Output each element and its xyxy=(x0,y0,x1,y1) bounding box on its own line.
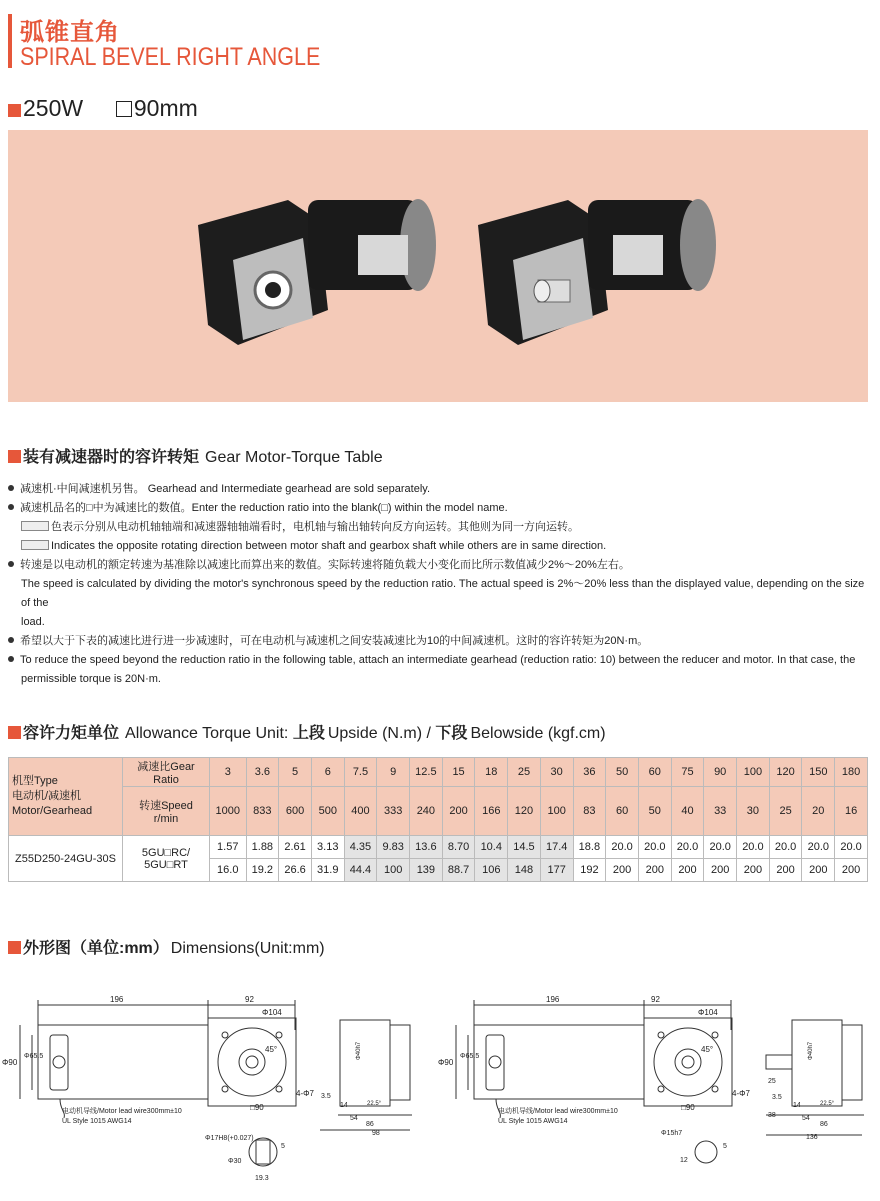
speeds-cell: 600 xyxy=(279,787,312,836)
belowside-cell: 100 xyxy=(377,859,410,882)
ratios-cell: 3 xyxy=(210,758,247,787)
dim-label: 86 xyxy=(366,1121,374,1128)
dim-label: 电动机导线/Motor lead wire300mm±10 xyxy=(62,1108,182,1115)
gear-motor-images xyxy=(8,130,868,402)
belowside-cell: 177 xyxy=(540,859,573,882)
upside-cell: 20.0 xyxy=(769,836,802,859)
note-item: 色表示分别从电动机轴轴端和减速器轴轴端看时，电机轴与输出轴转向反方向运转。其他则为同一方向运转。 xyxy=(8,518,873,537)
ratios-cell: 100 xyxy=(737,758,770,787)
ratios-cell: 30 xyxy=(540,758,573,787)
belowside-cell: 88.7 xyxy=(442,859,475,882)
dim-label: 45° xyxy=(701,1045,714,1054)
ratios-cell: 5 xyxy=(279,758,312,787)
speeds-cell: 25 xyxy=(769,787,802,836)
ratios-cell: 3.6 xyxy=(246,758,279,787)
allowance-section-heading: 容许力矩单位 Allowance Torque Unit: 上段 Upside (N.m) / 下段 Belowside (kgf.cm) xyxy=(8,720,606,743)
spec-frame: 90mm xyxy=(133,95,198,121)
torque-section-heading xyxy=(8,444,383,467)
dim-label: 19.3 xyxy=(255,1175,269,1182)
ratio-label-cell: 减速比Gear Ratio xyxy=(123,758,210,787)
belowside-cell: 106 xyxy=(475,859,508,882)
speeds-cell: 40 xyxy=(671,787,704,836)
ratios-cell: 75 xyxy=(671,758,704,787)
belowside-cell: 31.9 xyxy=(311,859,344,882)
note-item: 减速机品名的□中为减速比的数值。Enter the reduction ratio into the blank(□) within the model name. xyxy=(8,499,873,518)
note-item: The speed is calculated by dividing the motor's synchronous speed by the reduction ratio. The actual speed is 2%～20% less than the displayed value, depending on the size of the xyxy=(21,578,865,609)
ratios-cell: 7.5 xyxy=(344,758,377,787)
table-row-ratio xyxy=(9,758,868,787)
ratios-cell: 6 xyxy=(311,758,344,787)
upside-cell: 17.4 xyxy=(540,836,573,859)
dim-label: 196 xyxy=(546,995,560,1004)
upside-cell: 1.57 xyxy=(210,836,247,859)
dim-label: Φ40h7 xyxy=(356,1041,362,1060)
dim-label: UL Style 1015 AWG14 xyxy=(498,1118,568,1125)
belowside-cell: 148 xyxy=(508,859,541,882)
speeds-cell: 166 xyxy=(475,787,508,836)
dim-label: Φ65.5 xyxy=(460,1053,480,1060)
upside-cell: 3.13 xyxy=(311,836,344,859)
dim-label: 25 xyxy=(768,1078,776,1085)
belowside-cell: 200 xyxy=(737,859,770,882)
page-title-cn: 弧锥直角 xyxy=(20,19,120,46)
belowside-cell: 44.4 xyxy=(344,859,377,882)
gearhead-cell: 5GU□RC/ 5GU□RT xyxy=(123,836,210,882)
dim-label: 12 xyxy=(680,1157,688,1164)
upside-cell: 1.88 xyxy=(246,836,279,859)
speeds-cell: 120 xyxy=(508,787,541,836)
belowside-cell: 139 xyxy=(410,859,443,882)
upside-cell: 10.4 xyxy=(475,836,508,859)
table-row-speed xyxy=(9,787,868,836)
upside-cell: 20.0 xyxy=(606,836,639,859)
speeds-cell: 20 xyxy=(802,787,835,836)
upside-cell: 20.0 xyxy=(802,836,835,859)
notes-list xyxy=(8,480,873,689)
speeds-cell: 500 xyxy=(311,787,344,836)
square-outline-icon xyxy=(116,101,132,117)
belowside-cell: 200 xyxy=(802,859,835,882)
upside-cell: 4.35 xyxy=(344,836,377,859)
speeds-cell: 1000 xyxy=(210,787,247,836)
table-row-upside xyxy=(9,836,868,859)
belowside-cell: 19.2 xyxy=(246,859,279,882)
dim-label: 136 xyxy=(806,1134,818,1141)
dim-label: 86 xyxy=(820,1121,828,1128)
upside-cell: 14.5 xyxy=(508,836,541,859)
dimension-section-heading: 外形图（单位:mm） Dimensions(Unit:mm) xyxy=(8,935,325,958)
ratios-cell: 12.5 xyxy=(410,758,443,787)
ratios-cell: 15 xyxy=(442,758,475,787)
page-title-en: SPIRAL BEVEL RIGHT ANGLE xyxy=(20,43,321,71)
speeds-cell: 200 xyxy=(442,787,475,836)
dim-label: 98 xyxy=(372,1130,380,1137)
ratios-cell: 9 xyxy=(377,758,410,787)
dim-label: 54 xyxy=(802,1115,810,1122)
ratios-cell: 90 xyxy=(704,758,737,787)
belowside-cell: 26.6 xyxy=(279,859,312,882)
dim-label: 92 xyxy=(651,995,660,1004)
belowside-cell: 200 xyxy=(769,859,802,882)
upside-cell: 20.0 xyxy=(638,836,671,859)
dim-label: Φ90 xyxy=(2,1058,18,1067)
speeds-cell: 83 xyxy=(573,787,606,836)
dim-label: 4-Φ7 xyxy=(296,1089,314,1098)
ratios-cell: 36 xyxy=(573,758,606,787)
note-item: Indicates the opposite rotating direction between motor shaft and gearbox shaft while others are in same direction. xyxy=(8,537,873,556)
upside-cell: 13.6 xyxy=(410,836,443,859)
dim-label: 22.5° xyxy=(367,1101,382,1107)
speeds-cell: 33 xyxy=(704,787,737,836)
square-bullet-icon xyxy=(8,104,21,117)
dim-label: 38 xyxy=(768,1112,776,1119)
spec-line xyxy=(8,95,198,122)
dim-label: Φ15h7 xyxy=(661,1130,683,1137)
torque-table xyxy=(8,757,868,882)
dim-label: 54 xyxy=(350,1115,358,1122)
dim-label: Φ17H8(+0.027) xyxy=(205,1135,254,1142)
ratios-cell: 120 xyxy=(769,758,802,787)
note-item: 转速是以电动机的额定转速为基准除以减速比而算出来的数值。实际转速将随负载大小变化而比所示数值减少2%～20%左右。 xyxy=(8,556,873,575)
right-drawing xyxy=(456,1000,864,1163)
dim-label: 5 xyxy=(281,1143,285,1150)
dim-label: Φ30 xyxy=(228,1158,242,1165)
dim-label: □90 xyxy=(681,1103,695,1112)
dim-label: 22.5° xyxy=(820,1101,835,1107)
dim-label: 14 xyxy=(793,1102,801,1109)
note-item: 减速机·中间减速机另售。 Gearhead and Intermediate gearhead are sold separately. xyxy=(8,480,873,499)
bullet-icon xyxy=(8,656,14,662)
color-swatch-icon xyxy=(21,521,49,531)
speeds-cell: 400 xyxy=(344,787,377,836)
square-bullet-icon xyxy=(8,450,21,463)
color-swatch-icon xyxy=(21,540,49,550)
ratios-cell: 25 xyxy=(508,758,541,787)
left-drawing-labels xyxy=(2,995,382,1182)
model-label-cell: 机型Type 电动机/减速机 Motor/Gearhead xyxy=(9,758,123,836)
bullet-icon xyxy=(8,504,14,510)
upside-cell: 18.8 xyxy=(573,836,606,859)
header-accent-bar xyxy=(8,14,12,68)
ratios-cell: 18 xyxy=(475,758,508,787)
ratios-cell: 50 xyxy=(606,758,639,787)
dim-label: Φ104 xyxy=(698,1008,718,1017)
dim-label: Φ90 xyxy=(438,1058,454,1067)
dim-label: 电动机导线/Motor lead wire300mm±10 xyxy=(498,1108,618,1115)
speeds-cell: 833 xyxy=(246,787,279,836)
gear-motor-solid-shaft-image xyxy=(478,199,716,345)
upside-cell: 8.70 xyxy=(442,836,475,859)
bullet-icon xyxy=(8,637,14,643)
note-item: permissible torque is 20N·m. xyxy=(21,673,161,685)
dim-label: 5 xyxy=(723,1143,727,1150)
upside-cell: 20.0 xyxy=(671,836,704,859)
ratios-cell: 60 xyxy=(638,758,671,787)
note-item: load. xyxy=(21,616,45,628)
dim-label: 196 xyxy=(110,995,124,1004)
belowside-cell: 192 xyxy=(573,859,606,882)
model-cell: Z55D250-24GU-30S xyxy=(9,836,123,882)
torque-section-title-cn: 装有减速器时的容许转矩 xyxy=(23,449,200,466)
dim-label: UL Style 1015 AWG14 xyxy=(62,1118,132,1125)
square-bullet-icon xyxy=(8,726,21,739)
right-drawing-labels xyxy=(438,995,835,1164)
dim-label: □90 xyxy=(250,1103,264,1112)
belowside-cell: 16.0 xyxy=(210,859,247,882)
speeds-cell: 16 xyxy=(835,787,868,836)
speeds-cell: 240 xyxy=(410,787,443,836)
dim-label: 45° xyxy=(265,1045,278,1054)
dim-label: 92 xyxy=(245,995,254,1004)
dim-label: 4-Φ7 xyxy=(732,1089,750,1098)
upside-cell: 20.0 xyxy=(704,836,737,859)
belowside-cell: 200 xyxy=(835,859,868,882)
ratios-cell: 150 xyxy=(802,758,835,787)
speeds-cell: 333 xyxy=(377,787,410,836)
belowside-cell: 200 xyxy=(704,859,737,882)
ratios-cell: 180 xyxy=(835,758,868,787)
bullet-icon xyxy=(8,561,14,567)
dim-label: Φ40h7 xyxy=(808,1041,814,1060)
gear-motor-hollow-shaft-image xyxy=(198,199,436,345)
dimension-drawings xyxy=(0,990,880,1195)
speeds-cell: 100 xyxy=(540,787,573,836)
belowside-cell: 200 xyxy=(638,859,671,882)
upside-cell: 20.0 xyxy=(737,836,770,859)
speed-label-cell: 转速Speed r/min xyxy=(123,787,210,836)
dim-label: Φ104 xyxy=(262,1008,282,1017)
belowside-cell: 200 xyxy=(671,859,704,882)
product-photo-panel xyxy=(8,130,868,402)
square-bullet-icon xyxy=(8,941,21,954)
dim-label: 3.5 xyxy=(321,1093,331,1100)
speeds-cell: 30 xyxy=(737,787,770,836)
dim-label: 14 xyxy=(340,1102,348,1109)
bullet-icon xyxy=(8,485,14,491)
spec-power: 250W xyxy=(23,95,84,121)
belowside-cell: 200 xyxy=(606,859,639,882)
torque-section-title-en: Gear Motor-Torque Table xyxy=(205,449,383,466)
speeds-cell: 60 xyxy=(606,787,639,836)
note-item: To reduce the speed beyond the reduction ratio in the following table, attach an intermediate gearhead (reduction ratio: 10) between the reducer and motor. In that case, the xyxy=(8,651,873,670)
upside-cell: 9.83 xyxy=(377,836,410,859)
upside-cell: 2.61 xyxy=(279,836,312,859)
upside-cell: 20.0 xyxy=(835,836,868,859)
speeds-cell: 50 xyxy=(638,787,671,836)
dim-label: Φ65.5 xyxy=(24,1053,44,1060)
dim-label: 3.5 xyxy=(772,1094,782,1101)
note-item: 希望以大于下表的减速比进行进一步减速时，可在电动机与减速机之间安装减速比为10的中间减速机。这时的容许转矩为20N·m。 xyxy=(8,632,873,651)
